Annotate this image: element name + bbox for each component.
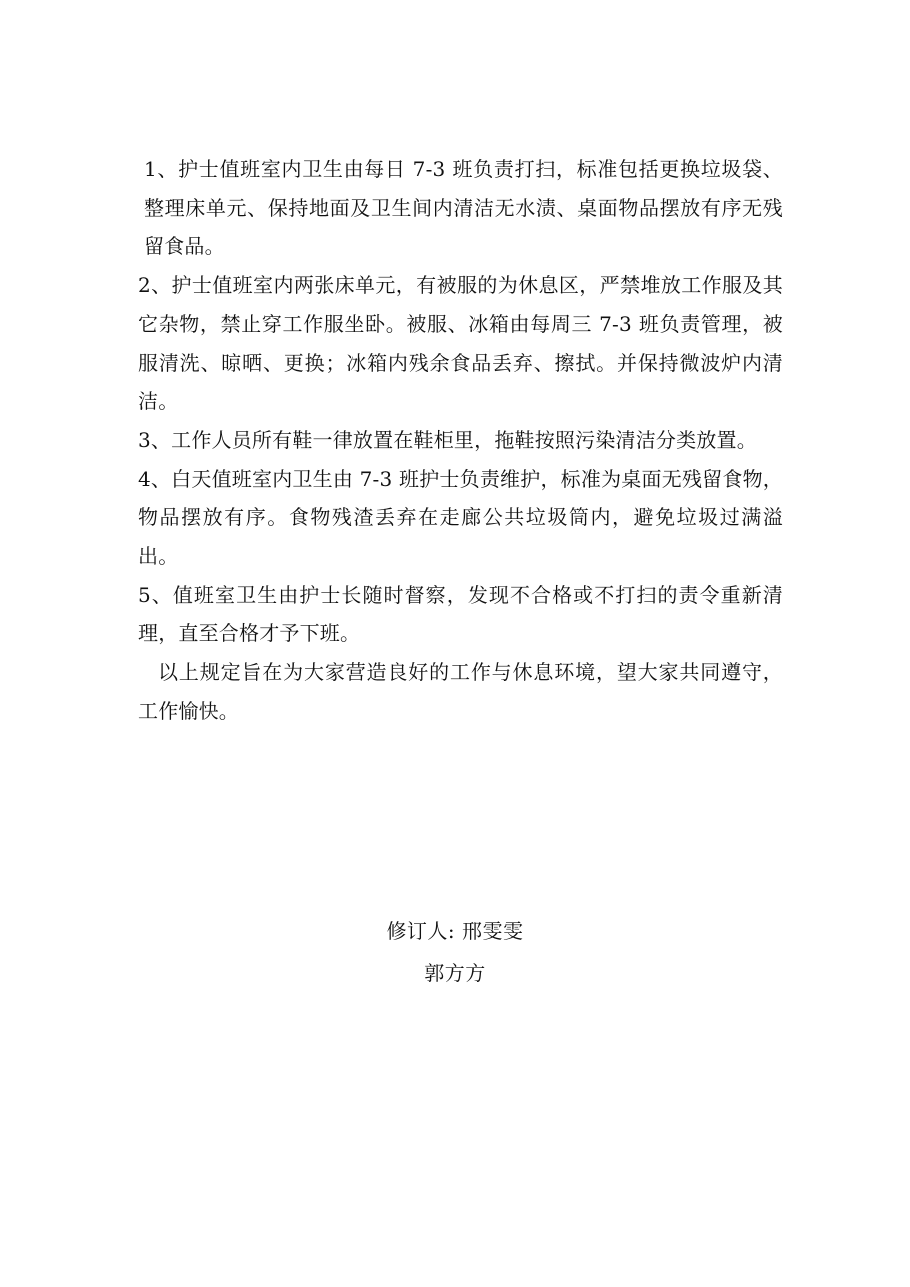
closing-paragraph: 以上规定旨在为大家营造良好的工作与休息环境，望大家共同遵守，工作愉快。 [138,660,783,723]
rule-paragraph-3: 3、工作人员所有鞋一律放置在鞋柜里，拖鞋按照污染清洁分类放置。 [138,427,757,452]
reviser-line: 修订人: 邢雯雯 [386,919,524,943]
co-reviser-line: 郭方方 [424,961,486,985]
document-body [138,150,783,731]
rule-paragraph-1: 1、护士值班室内卫生由每日 7-3 班负责打扫，标准包括更换垃圾袋、整理床单元、保持地面及卫生间内清洁无水渍、桌面物品摆放有序无残留食品。 [144,157,783,259]
rule-paragraph-2: 2、护士值班室内两张床单元，有被服的为休息区，严禁堆放工作服及其它杂物，禁止穿工作服坐卧。被服、冰箱由每周三 7-3 班负责管理，被服清洗、晾晒、更换；冰箱内残余食品丢弃、擦拭。并保持微波炉内清洁。 [138,273,783,414]
signature-block [0,910,910,994]
rule-paragraph-5: 5、值班室卫生由护士长随时督察，发现不合格或不打扫的责令重新清理，直至合格才予下班。 [138,582,783,646]
rule-paragraph-4: 4、白天值班室内卫生由 7-3 班护士负责维护，标准为桌面无残留食物，物品摆放有序。食物残渣丢弃在走廊公共垃圾筒内，避免垃圾过满溢出。 [138,466,783,569]
